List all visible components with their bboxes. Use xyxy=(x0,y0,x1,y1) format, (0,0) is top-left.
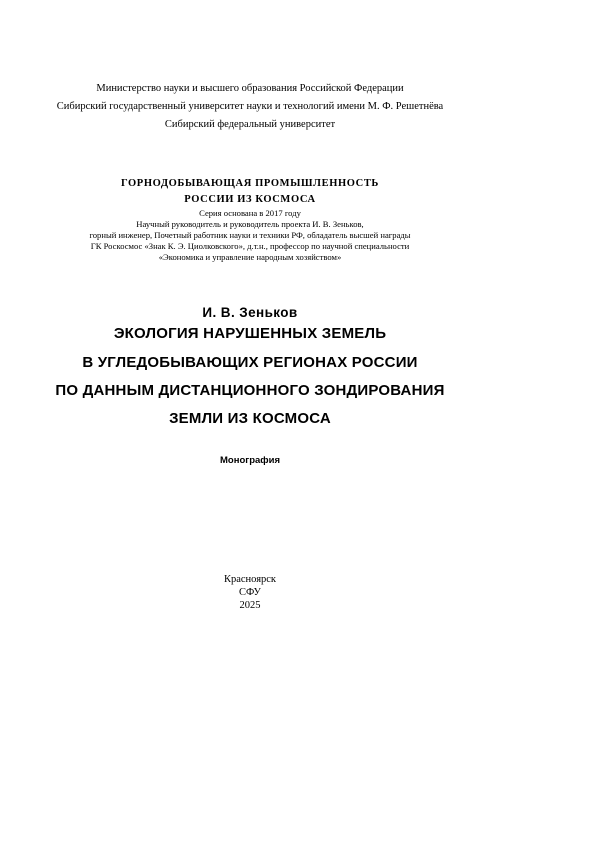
series-info-line: ГК Роскосмос «Знак К. Э. Циолковского», д.т.н., профессор по научной специальности xyxy=(90,241,410,251)
institution-sibsau: Сибирский государственный университет науки и технологий имени М. Ф. Решетнёва xyxy=(56,101,444,112)
imprint-year: 2025 xyxy=(239,600,261,611)
series-info-line: горный инженер, Почетный работник науки и техники РФ, обладатель высшей награды xyxy=(89,230,411,240)
series-founded: Серия основана в 2017 году xyxy=(199,208,301,218)
book-title-line-1: ЭКОЛОГИЯ НАРУШЕННЫХ ЗЕМЕЛЬ xyxy=(113,325,387,342)
book-title-line-2: В УГЛЕДОБЫВАЮЩИХ РЕГИОНАХ РОССИИ xyxy=(82,354,418,371)
institution-ministry: Министерство науки и высшего образования Российской Федерации xyxy=(96,83,404,94)
author-name: И. В. Зеньков xyxy=(202,305,298,320)
book-title-line-3: ПО ДАННЫМ ДИСТАНЦИОННОГО ЗОНДИРОВАНИЯ xyxy=(55,382,445,399)
series-title-line-2: РОССИИ ИЗ КОСМОСА xyxy=(184,194,316,205)
series-title-line-1: ГОРНОДОБЫВАЮЩАЯ ПРОМЫШЛЕННОСТЬ xyxy=(121,178,379,189)
series-info-line: Научный руководитель и руководитель проекта И. В. Зеньков, xyxy=(136,219,364,229)
imprint-city: Красноярск xyxy=(223,574,277,585)
book-title-line-4: ЗЕМЛИ ИЗ КОСМОСА xyxy=(169,410,331,427)
genre-label: Монография xyxy=(220,455,280,466)
imprint-publisher: СФУ xyxy=(239,587,261,598)
series-info-line: «Экономика и управление народным хозяйством» xyxy=(158,252,342,262)
institution-sfu: Сибирский федеральный университет xyxy=(164,119,336,130)
